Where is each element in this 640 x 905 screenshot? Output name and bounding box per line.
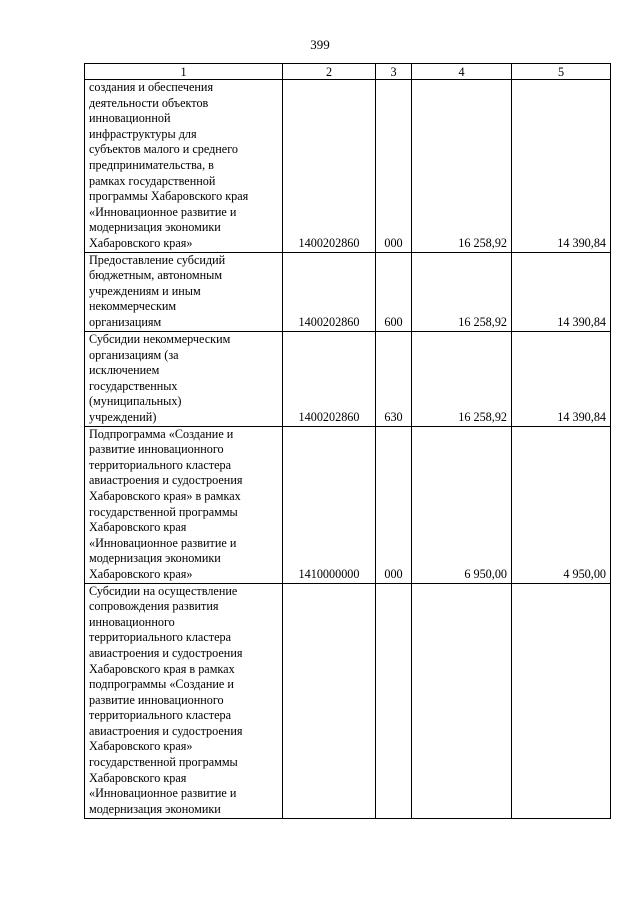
row-amount-2: [512, 583, 611, 818]
row-target-code: 1410000000: [283, 426, 376, 583]
row-description: создания и обеспечения деятельности объектов инновационной инфраструктуры для субъектов малого и среднего предпринимательства, в рамках государственной программы Хабаровского края «Инновационное развитие и модернизация экономики Хабаровского края»: [85, 80, 283, 253]
row-amount-1: 16 258,92: [412, 80, 512, 253]
row-expense-type: 600: [376, 252, 412, 331]
row-expense-type: 630: [376, 331, 412, 426]
row-description: Подпрограмма «Создание и развитие инновационного территориального кластера авиастроения и судостроения Хабаровского края» в рамках государственной программы Хабаровского края «Инновационное развитие и модернизация экономики Хабаровского края»: [85, 426, 283, 583]
row-amount-1: 16 258,92: [412, 331, 512, 426]
row-amount-2: 14 390,84: [512, 252, 611, 331]
row-expense-type: 000: [376, 80, 412, 253]
row-expense-type: [376, 583, 412, 818]
column-header-2: 2: [283, 64, 376, 80]
budget-table: [84, 63, 611, 819]
row-target-code: [283, 583, 376, 818]
table-row: [85, 583, 611, 818]
row-amount-1: 6 950,00: [412, 426, 512, 583]
column-header-5: 5: [512, 64, 611, 80]
table-header-row: [85, 64, 611, 80]
column-header-3: 3: [376, 64, 412, 80]
row-description: Субсидии некоммерческим организациям (за исключением государственных (муниципальных) учреждений): [85, 331, 283, 426]
table-row: [85, 252, 611, 331]
column-header-1: 1: [85, 64, 283, 80]
row-description: Субсидии на осуществление сопровождения развития инновационного территориального кластера авиастроения и судостроения Хабаровского края в рамках подпрограммы «Создание и развитие инновационного территориального кластера авиастроения и судостроения Хабаровского края» государственной программы Хабаровского края «Инновационное развитие и модернизация экономики: [85, 583, 283, 818]
table-row: [85, 80, 611, 253]
row-expense-type: 000: [376, 426, 412, 583]
row-amount-2: 14 390,84: [512, 331, 611, 426]
table-row: [85, 331, 611, 426]
row-target-code: 1400202860: [283, 80, 376, 253]
row-amount-2: 4 950,00: [512, 426, 611, 583]
page-number: 399: [310, 37, 330, 52]
row-target-code: 1400202860: [283, 252, 376, 331]
row-amount-1: 16 258,92: [412, 252, 512, 331]
row-amount-1: [412, 583, 512, 818]
table-row: [85, 426, 611, 583]
column-header-4: 4: [412, 64, 512, 80]
row-target-code: 1400202860: [283, 331, 376, 426]
row-amount-2: 14 390,84: [512, 80, 611, 253]
row-description: Предоставление субсидий бюджетным, автономным учреждениям и иным некоммерческим организациям: [85, 252, 283, 331]
